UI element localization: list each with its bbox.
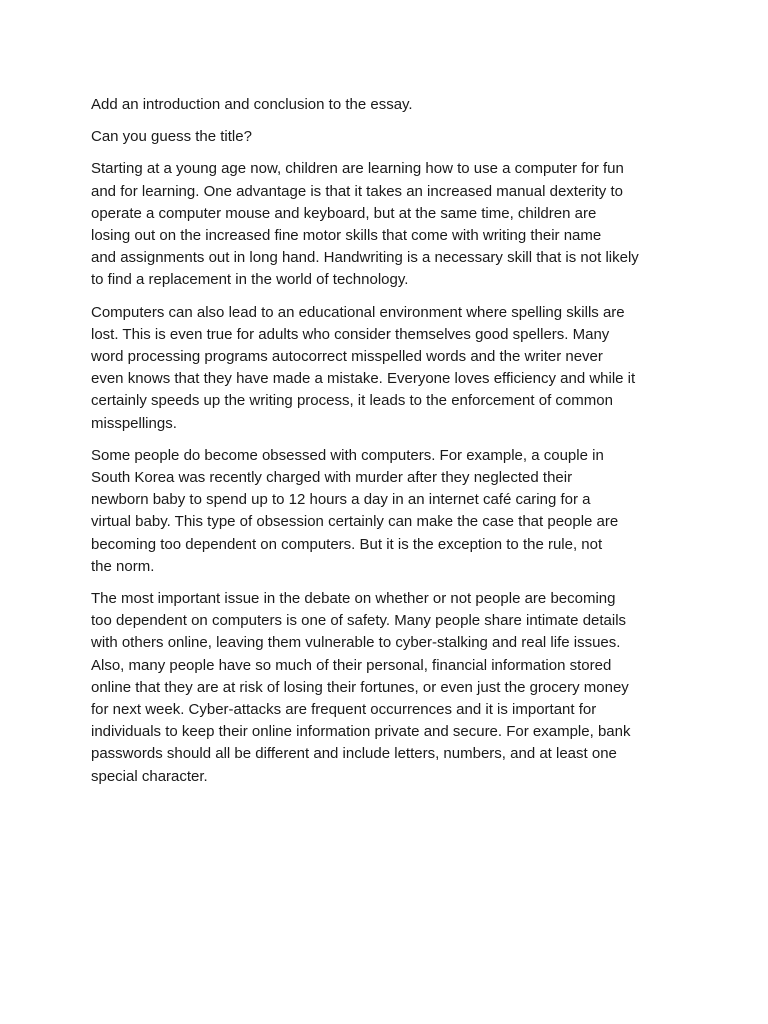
text-line: Also, many people have so much of their personal, financial information stored bbox=[91, 656, 612, 674]
essay-paragraph-2 bbox=[91, 302, 691, 435]
text-line: becoming too dependent on computers. But it is the exception to the rule, not bbox=[91, 535, 603, 553]
text-line: too dependent on computers is one of safety. Many people share intimate details bbox=[91, 612, 627, 630]
text-line: and assignments out in long hand. Handwriting is a necessary skill that is not likely bbox=[91, 249, 639, 267]
text-line: the norm. bbox=[91, 557, 155, 575]
text-line: even knows that they have made a mistake. Everyone loves efficiency and while it bbox=[91, 370, 636, 388]
text-line: misspellings. bbox=[91, 414, 177, 432]
text-line: online that they are at risk of losing their fortunes, or even just the grocery money bbox=[91, 678, 629, 696]
text-line: virtual baby. This type of obsession certainly can make the case that people are bbox=[91, 513, 619, 531]
text-line: South Korea was recently charged with murder after they neglected their bbox=[91, 469, 573, 487]
essay-paragraph-3 bbox=[91, 445, 691, 578]
text-line: lost. This is even true for adults who consider themselves good spellers. Many bbox=[91, 325, 610, 343]
text-line: operate a computer mouse and keyboard, but at the same time, children are bbox=[91, 204, 597, 222]
text-line: individuals to keep their online information private and secure. For example, bank bbox=[91, 723, 631, 741]
document-body bbox=[91, 94, 691, 798]
text-line: with others online, leaving them vulnerable to cyber-stalking and real life issues. bbox=[91, 634, 621, 652]
text-line: passwords should all be different and include letters, numbers, and at least one bbox=[91, 745, 617, 763]
text-line: and for learning. One advantage is that it takes an increased manual dexterity to bbox=[91, 182, 623, 200]
text-line: for next week. Cyber-attacks are frequent occurrences and it is important for bbox=[91, 701, 597, 719]
essay-paragraph-1 bbox=[91, 158, 691, 291]
text-line: Some people do become obsessed with computers. For example, a couple in bbox=[91, 446, 604, 464]
text-line: Computers can also lead to an educational environment where spelling skills are bbox=[91, 303, 625, 321]
text-line: Starting at a young age now, children are learning how to use a computer for fun bbox=[91, 160, 624, 178]
text-line: The most important issue in the debate on whether or not people are becoming bbox=[91, 590, 616, 608]
text-line: word processing programs autocorrect misspelled words and the writer never bbox=[91, 348, 603, 366]
question-text: Can you guess the title? bbox=[91, 128, 252, 146]
text-line: to find a replacement in the world of technology. bbox=[91, 271, 409, 289]
instruction-text: Add an introduction and conclusion to the essay. bbox=[91, 96, 413, 113]
essay-paragraph-4 bbox=[91, 588, 691, 788]
text-line: certainly speeds up the writing process, it leads to the enforcement of common bbox=[91, 392, 613, 410]
text-line: special character. bbox=[91, 767, 208, 785]
text-line: losing out on the increased fine motor skills that come with writing their name bbox=[91, 227, 602, 245]
text-line: newborn baby to spend up to 12 hours a day in an internet café caring for a bbox=[91, 491, 591, 509]
